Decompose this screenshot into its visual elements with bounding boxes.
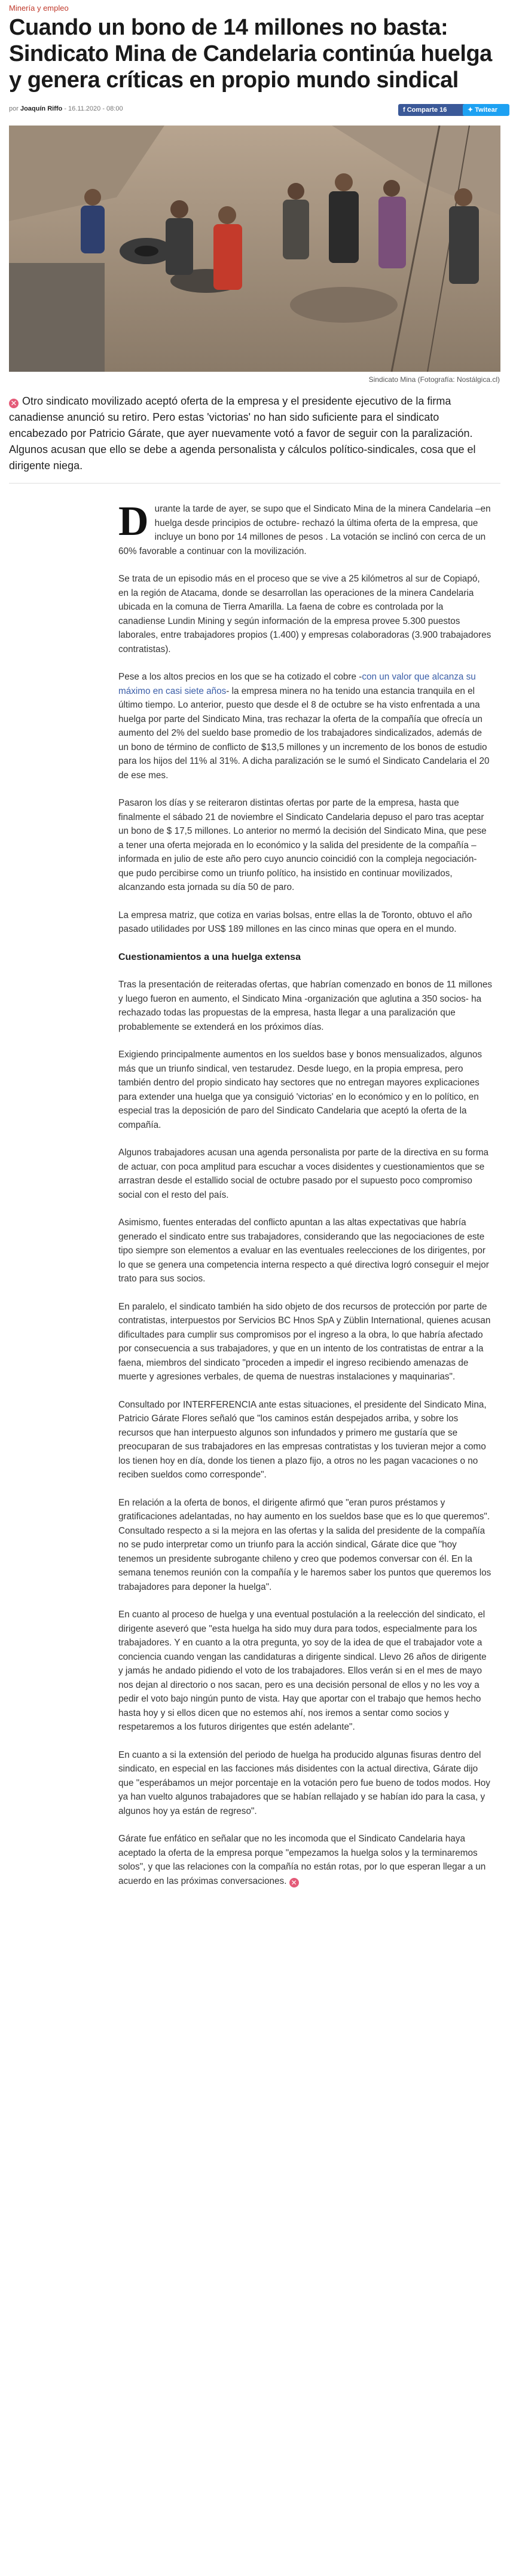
paragraph: Algunos trabajadores acusan una agenda personalista por parte de la directiva en su forma de actuar, con poca amplitud para escuchar a voces disidentes y cuestionamientos que se arrastran desde el estallido social de octubre pasado por el supuesto poco compromiso social con el resto del país. [118,1148,489,1200]
lead-bullet-icon: ✕ [9,399,19,408]
paragraph [118,1832,492,1888]
article-body [118,498,493,1902]
paragraph: Pasaron los días y se reiteraron distintas ofertas por parte de la empresa, hasta que finalmente el sábado 21 de noviembre el Sindicato Candelaria depuso el paro tras aceptar un bono de $ 17,5 millones. Lo anterior no mermó la decisión del Sindicato Mina, que pese a tener una oferta mejorada en lo económico y la salida del presidente de la compañía –informada en julio de este año pero cuyo anuncio coincidió con la compleja negociación- que pudo percibirse como un triunfo político, ha insistido en continuar movilizados, alcanzando esta jornada su día 50 de paro. [118,798,487,892]
divider [9,483,500,484]
hero-photo [9,126,500,372]
paragraph: Consultado por INTERFERENCIA ante estas situaciones, el presidente del Sindicato Mina, Patricio Gárate Flores señaló que "los caminos están despejados arriba, y sobre los recursos que han interpuesto algunos son infundados y primero me gustaría que se preocuparan de sus trabajadores en las empresas contratistas y los tuvieran mejor a como los tienen hoy en día, donde los tienen a plazo fijo, a otros no les pagan vacaciones o no reciben sueldos como corresponde". [118,1399,487,1480]
twitter-share-label: Twitear [475,106,497,114]
facebook-icon: f [403,106,405,114]
twitter-share-button[interactable] [463,104,509,116]
drop-cap: D [118,498,149,544]
paragraph-text: Pese a los altos precios en los que se ha cotizado el cobre - [118,672,362,682]
paragraph-text: urante la tarde de ayer, se supo que el Sindicato Mina de la minera Candelaria –en huelga desde principios de octubre- rechazó la última oferta de la empresa, que incluye un bono por 14 millones de pesos . La votación se inclinó con cerca de un 60% favorable a continuar con la movilización. [118,504,491,556]
lead-text: Otro sindicato movilizado aceptó oferta de la empresa y el presidente ejecutivo de la firma canadiense anunció su retiro. Pero estas 'victorias' no han sido suficiente para el sindicato encabezado por Patricio Gárate, que ayer nuevamente votó a favor de seguir con la paralización. Algunos acusan que ello se debe a agenda personalista y cálculos político-sindicales, cosa que el dirigente niega. [9,395,476,472]
article-meta [9,105,123,112]
paragraph: La empresa matriz, que cotiza en varias bolsas, entre ellas la de Toronto, obtuvo el año pasado utilidades por US$ 189 millones en las cinco minas que opera en el mundo. [118,910,472,934]
paragraph: En relación a la oferta de bonos, el dirigente afirmó que "eran puros préstamos y gratificaciones adelantadas, no hay aumento en los sueldos base que es lo que queremos". Consultado respecto a si la mejora en las ofertas y la salida del presidente de la compañía no se pudo interpretar como un triunfo para la acción sindical, Gárate dice que "hoy tenemos un presidente subrogante chileno y creo que podemos conversar con él. En la semana tenemos reunión con la compañía y le haremos saber los puntos que queremos los trabajadores para deponer la huelga". [118,1497,491,1592]
twitter-icon: ✦ [468,106,474,114]
paragraph: En cuanto al proceso de huelga y una eventual postulación a la reelección del sindicato, el dirigente aseveró que "esta huelga ha sido muy dura para todos, especialmente para los trabajadores. Y en cuanto a la otra pregunta, yo soy de la idea de que el trabajador vote a conciencia cuando vengan las candidaturas a dirigente sindical. Llevo 26 años de dirigente y jamás he andado pidiendo el voto de los trabajadores. Ellos verán si en el mes de mayo nos dejan al directorio o nos sacan, pero es una decisión personal de ellos y no les voy a pedir el voto bajo ningún punto de vista. Hay que aportar con el trabajo que hemos hecho hasta hoy y si ellos dicen que no estemos ahí, nos iremos a sentar como socios y respetaremos a los futuros dirigentes que estén adelante". [118,1610,487,1732]
paragraph: Se trata de un episodio más en el proceso que se vive a 25 kilómetros al sur de Copiapó, en la región de Atacama, donde se desarrollan las operaciones de la minera Candelaria ubicada en la comuna de Tierra Amarilla. La faena de cobre es controlada por la canadiense Lundin Mining y según información de la empresa provee 5.300 puestos laborales, entre trabajadores propios (1.400) y empresas colaboradoras (3.900 trabajadores contratistas). [118,574,491,654]
paragraph-text: - la empresa minera no ha tenido una estancia tranquila en el último tiempo. Lo anterior, puesto que desde el 8 de octubre se ha visto enfrentada a una huelga por parte del Sindicato Mina, tras rechazar la oferta de la compañía que ofrecía un aumento del 2% del sueldo base promedio de los trabajadores sindicalizados, además de un bono de término de conflicto de $13,5 millones y un incremento de los bonos de estudio para los hijos del 11% al 31%. A dicha paralización se le sumó el Sindicato Candelaria el 20 de ese mes. [118,686,490,781]
article-lead [9,393,500,474]
section-heading: Cuestionamientos a una huelga extensa [118,952,301,962]
article-title: Cuando un bono de 14 millones no basta: Sindicato Mina de Candelaria continúa huelga y genera críticas en propio mundo sindical [9,15,492,93]
copper-price-link[interactable]: con un valor que alcanza su máximo en casi siete años [118,672,476,696]
paragraph-text: Gárate fue enfático en señalar que no les incomoda que el Sindicato Candelaria haya aceptado la oferta de la empresa porque "empezamos la huelga solos y la terminaremos solos", y que las relaciones con la compañía no están rotas, por lo que esperan llegar a un acuerdo en las próximas conversaciones. [118,1834,486,1886]
paragraph: Tras la presentación de reiteradas ofertas, que habrían comenzado en bonos de 11 millones y luego fueron en aumento, el Sindicato Mina -organización que aglutina a 350 socios- ha rechazado todas las propuestas de la empresa, hasta llegar a una paralización que probablemente se extenderá en los próximos días. [118,980,493,1032]
paragraph: Asimismo, fuentes enteradas del conflicto apuntan a las altas expectativas que habría generado el sindicato entre sus trabajadores, considerando que las negociaciones de este tipo siempre son elementos a evaluar en las eventuales reelecciones de los dirigentes, por lo que se genera una competencia interna respecto a qué directiva logró conseguir el mejor trato para sus socios. [118,1217,489,1284]
facebook-share-button[interactable] [398,104,468,116]
category-link[interactable]: Minería y empleo [9,4,69,13]
paragraph: En cuanto a si la extensión del periodo de huelga ha producido algunas fisuras dentro del sindicato, en especial en las facciones más disidentes con la actual directiva, Gárate dijo que "esperábamos un mejor porcentaje en la votación pero fue bueno de todos modos. Hoy ya han vuelto algunos trabajadores que se habían rellajado y se habían ido para la casa, y algunos hoy ya están de regreso". [118,1749,490,1816]
publish-date: - 16.11.2020 - 08:00 [64,105,123,112]
image-caption: Sindicato Mina (Fotografía: Nostálgica.cl) [368,375,500,384]
paragraph [118,670,492,782]
author-prefix: por [9,105,19,112]
end-of-article-icon: ✕ [289,1878,299,1887]
paragraph: Exigiendo principalmente aumentos en los sueldos base y bonos mensualizados, algunos más que un triunfo sindical, ven testarudez. Desde luego, en la propia empresa, pero también dentro del propio sindicato hay sectores que no entregan mayores explicaciones para extender una huelga que ya consiguió 'victorias' en lo económico y en lo político, en especial tras la deposición de paro del Sindicato Candelaria que aceptó la oferta de la compañía. [118,1050,482,1130]
paragraph [118,498,492,558]
hero-photo-illustration [9,126,500,372]
facebook-share-label: Comparte 16 [407,106,447,114]
author-name[interactable]: Joaquín Riffo [20,105,63,112]
paragraph: En paralelo, el sindicato también ha sido objeto de dos recursos de protección por parte de contratistas, interpuestos por Servicios BC Hnos SpA y Züblin International, quienes acusan dificultades para cumplir sus compromisos por el ingreso a la obra, lo que habría afectado por consecuencia a sus trabajadores, y que en un intento de los contratistas de entrar a la faena, miembros del sindicato "proceden a impedir el ingreso recibiendo amenazas de muerte y agresiones verbales, de quema de nuestras instalaciones y maquinarias". [118,1301,491,1382]
